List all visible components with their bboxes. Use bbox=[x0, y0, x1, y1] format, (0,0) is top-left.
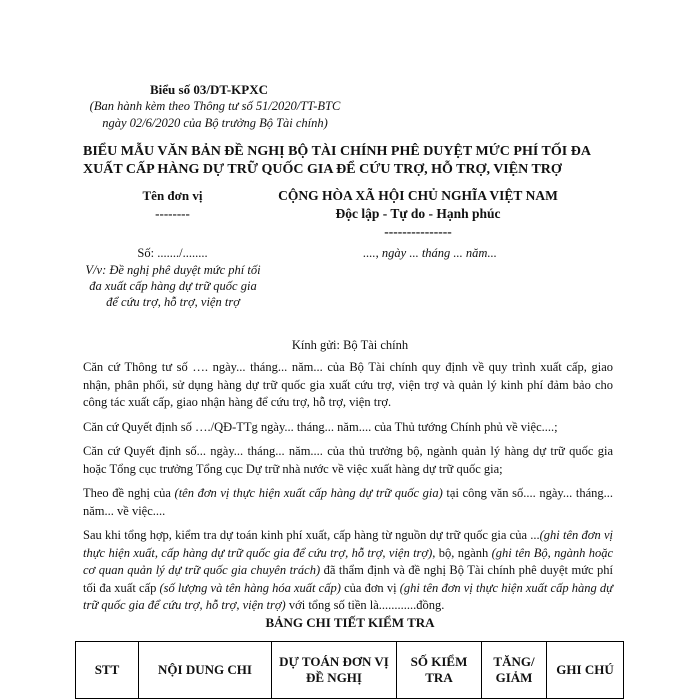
unit-block bbox=[120, 187, 225, 223]
unit-name: Tên đơn vị bbox=[142, 188, 203, 203]
header-estimate: DỰ TOÁN ĐƠN VỊ ĐỀ NGHỊ bbox=[272, 642, 397, 699]
document-subject: V/v: Đề nghị phê duyệt mức phí tối đa xuất cấp hàng dự trữ quốc gia để cứu trợ, hỗ trợ, viện trợ bbox=[85, 263, 261, 309]
motto-rule: --------------- bbox=[384, 224, 452, 239]
header-stt: STT bbox=[76, 642, 139, 699]
header-change: TĂNG/ GIẢM bbox=[482, 642, 547, 699]
text-run: , bộ, ngành bbox=[432, 545, 492, 560]
paragraph-summary bbox=[83, 527, 613, 615]
nation-block bbox=[268, 187, 568, 241]
text-run: đã thẩm định và đề nghị Bộ Tài chính phê duyệt mức phí tối đa xuất cấp bbox=[83, 563, 613, 595]
header-note: GHI CHÚ bbox=[547, 642, 624, 699]
paragraph-legal-basis-3: Căn cứ Quyết định số... ngày... tháng... năm.... của thủ trưởng bộ, ngành quản lý hàng dự trữ quốc gia hoặc Tổng cục trưởng Tổng cục Dự trữ nhà nước về việc xuất hàng dự trữ quốc gia; bbox=[83, 444, 613, 476]
header-content: NỘI DUNG CHI bbox=[139, 642, 272, 699]
paragraph-request bbox=[83, 485, 613, 520]
unit-rule: -------- bbox=[155, 206, 190, 221]
document-number: Số: ......./........ bbox=[137, 246, 208, 260]
table-title: BẢNG CHI TIẾT KIỂM TRA bbox=[265, 615, 435, 630]
table-header-row bbox=[76, 642, 624, 699]
text-run: Sau khi tổng hợp, kiểm tra dự toán kinh phí xuất, cấp hàng từ nguồn dự trữ quốc gia của ... bbox=[83, 528, 540, 542]
text-run-italic: (số lượng và tên hàng hóa xuất cấp) bbox=[159, 580, 341, 595]
nation-motto: Độc lập - Tự do - Hạnh phúc bbox=[335, 206, 501, 221]
recipient: Kính gửi: Bộ Tài chính bbox=[291, 338, 409, 352]
text-run: của đơn vị bbox=[340, 580, 400, 595]
text-run: với tổng số tiền là............đồng. bbox=[285, 598, 445, 612]
text-run: Theo đề nghị của bbox=[83, 486, 175, 500]
text-run-italic: (ghi tên Bộ, ngành hoặc cơ quan quản lý dự trữ quốc gia chuyên trách) bbox=[83, 545, 613, 577]
header-checked: SỐ KIỂM TRA bbox=[397, 642, 482, 699]
text-run: tại công văn số.... ngày... tháng... năm... về việc.... bbox=[83, 486, 613, 518]
paragraph-legal-basis-2: Căn cứ Quyết định số …./QĐ-TTg ngày... tháng... năm.... của Thủ tướng Chính phủ về việc....; bbox=[83, 419, 558, 434]
detail-table bbox=[75, 641, 624, 699]
document-title: BIỂU MẪU VĂN BẢN ĐỀ NGHỊ BỘ TÀI CHÍNH PHÊ DUYỆT MỨC PHÍ TỐI ĐA XUẤT CẤP HÀNG DỰ TRỮ QUỐC GIA ĐỂ CỨU TRỢ, HỖ TRỢ, VIỆN TRỢ bbox=[83, 144, 591, 177]
form-issued-note: (Ban hành kèm theo Thông tư số 51/2020/TT-BTC ngày 02/6/2020 của Bộ trưởng Bộ Tài chính) bbox=[89, 99, 341, 130]
document-body bbox=[83, 359, 613, 622]
form-code: Biểu số 03/DT-KPXC bbox=[150, 82, 268, 97]
text-run-italic: (tên đơn vị thực hiện xuất cấp hàng dự trữ quốc gia) bbox=[174, 486, 443, 500]
nation-name: CỘNG HÒA XÃ HỘI CHỦ NGHĨA VIỆT NAM bbox=[278, 188, 558, 203]
paragraph-legal-basis-1: Căn cứ Thông tư số …. ngày... tháng... năm... của Bộ Tài chính quy định về quy trình xuất cấp, giao nhận, phân phối, sử dụng hàng dự trữ quốc gia xuất cứu trợ, viện trợ và quản lý kinh phí đảm bảo cho công tác xuất cấp, giao nhận hàng để cứu trợ, hỗ trợ, viện trợ. bbox=[83, 360, 613, 409]
text-run-italic: (ghi tên đơn vị thực hiện xuất cấp hàng dự trữ quốc gia để cứu trợ, hỗ trợ, viện trợ) bbox=[83, 580, 613, 612]
text-run-italic: (ghi tên đơn vị thực hiện xuất, cấp hàng dự trữ quốc gia để cứu trợ, hỗ trợ, viện trợ) bbox=[83, 528, 613, 560]
document-date: ...., ngày ... tháng ... năm... bbox=[363, 246, 497, 260]
